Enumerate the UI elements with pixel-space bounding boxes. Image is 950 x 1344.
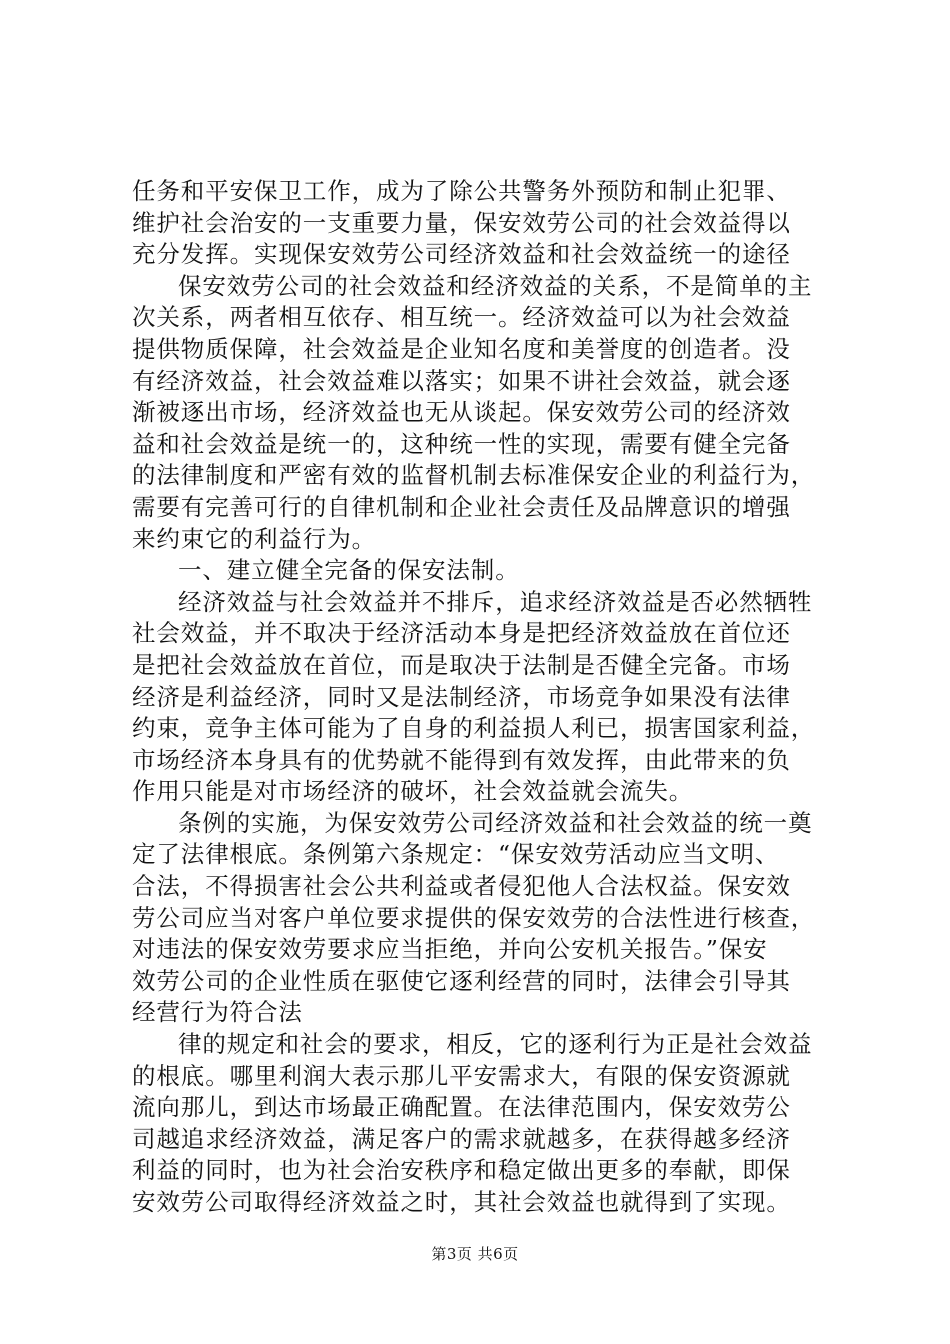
text-line: 劳公司应当对客户单位要求提供的保安效劳的合法性进行核查， (132, 903, 816, 932)
text-line: 渐被逐出市场，经济效益也无从谈起。保安效劳公司的经济效 (132, 398, 791, 427)
text-line: 律的规定和社会的要求，相反，它的逐利行为正是社会效益 (178, 1030, 813, 1059)
text-line: 流向那儿，到达市场最正确配置。在法律范围内，保安效劳公 (132, 1093, 791, 1122)
text-line: 维护社会治安的一支重要力量，保安效劳公司的社会效益得以 (132, 208, 791, 237)
text-line: 作用只能是对市场经济的破坏，社会效益就会流失。 (132, 777, 694, 806)
text-line: 次关系，两者相互依存、相互统一。经济效益可以为社会效益 (132, 303, 791, 332)
text-line: 合法，不得损害社会公共利益或者侵犯他人合法权益。保安效 (132, 872, 791, 901)
text-line: 经济是利益经济，同时又是法制经济，市场竞争如果没有法律 (132, 682, 791, 711)
text-line: 利益的同时，也为社会治安秩序和稳定做出更多的奉献，即保 (132, 1156, 791, 1185)
text-line: 市场经济本身具有的优势就不能得到有效发挥，由此带来的负 (132, 745, 791, 774)
text-line: 是把社会效益放在首位，而是取决于法制是否健全完备。市场 (132, 650, 791, 679)
body-text (132, 176, 832, 1219)
text-line: 司越追求经济效益，满足客户的需求就越多，在获得越多经济 (132, 1124, 791, 1153)
text-line: 经济效益与社会效益并不排斥，追求经济效益是否必然牺牲 (178, 587, 813, 616)
text-line: 任务和平安保卫工作，成为了除公共警务外预防和制止犯罪、 (132, 177, 791, 205)
page-number: 第3页 共6页 (431, 1245, 519, 1263)
text-line: 定了法律根底。条例第六条规定：“保安效劳活动应当文明、 (132, 840, 780, 869)
text-line: 保安效劳公司的社会效益和经济效益的关系，不是简单的主 (178, 271, 813, 300)
text-line: 益和社会效益是统一的，这种统一性的实现，需要有健全完备 (132, 429, 791, 458)
text-line: 充分发挥。实现保安效劳公司经济效益和社会效益统一的途径 (132, 240, 791, 269)
text-line: 提供物质保障，社会效益是企业知名度和美誉度的创造者。没 (132, 334, 791, 363)
text-line: 有经济效益，社会效益难以落实；如果不讲社会效益，就会逐 (132, 366, 791, 395)
text-line: 约束，竞争主体可能为了自身的利益损人利已，损害国家利益， (132, 714, 816, 743)
text-line: 社会效益，并不取决于经济活动本身是把经济效益放在首位还 (132, 619, 791, 648)
text-line: 经营行为符合法 (132, 998, 303, 1027)
text-line: 来约束它的利益行为。 (132, 524, 376, 553)
text-line: 的根底。哪里利润大表示那儿平安需求大，有限的保安资源就 (132, 1061, 791, 1090)
text-line: 条例的实施，为保安效劳公司经济效益和社会效益的统一奠 (178, 808, 813, 837)
text-line: 需要有完善可行的自律机制和企业社会责任及品牌意识的增强 (132, 492, 791, 521)
text-line: 一、建立健全完备的保安法制。 (178, 556, 520, 585)
text-line: 安效劳公司取得经济效益之时，其社会效益也就得到了实现。 (132, 1188, 791, 1216)
text-line: 对违法的保安效劳要求应当拒绝，并向公安机关报告。”保安 (132, 935, 768, 964)
text-line: 效劳公司的企业性质在驱使它逐利经营的同时，法律会引导其 (132, 966, 791, 995)
text-line: 的法律制度和严密有效的监督机制去标准保安企业的利益行为， (132, 461, 816, 490)
